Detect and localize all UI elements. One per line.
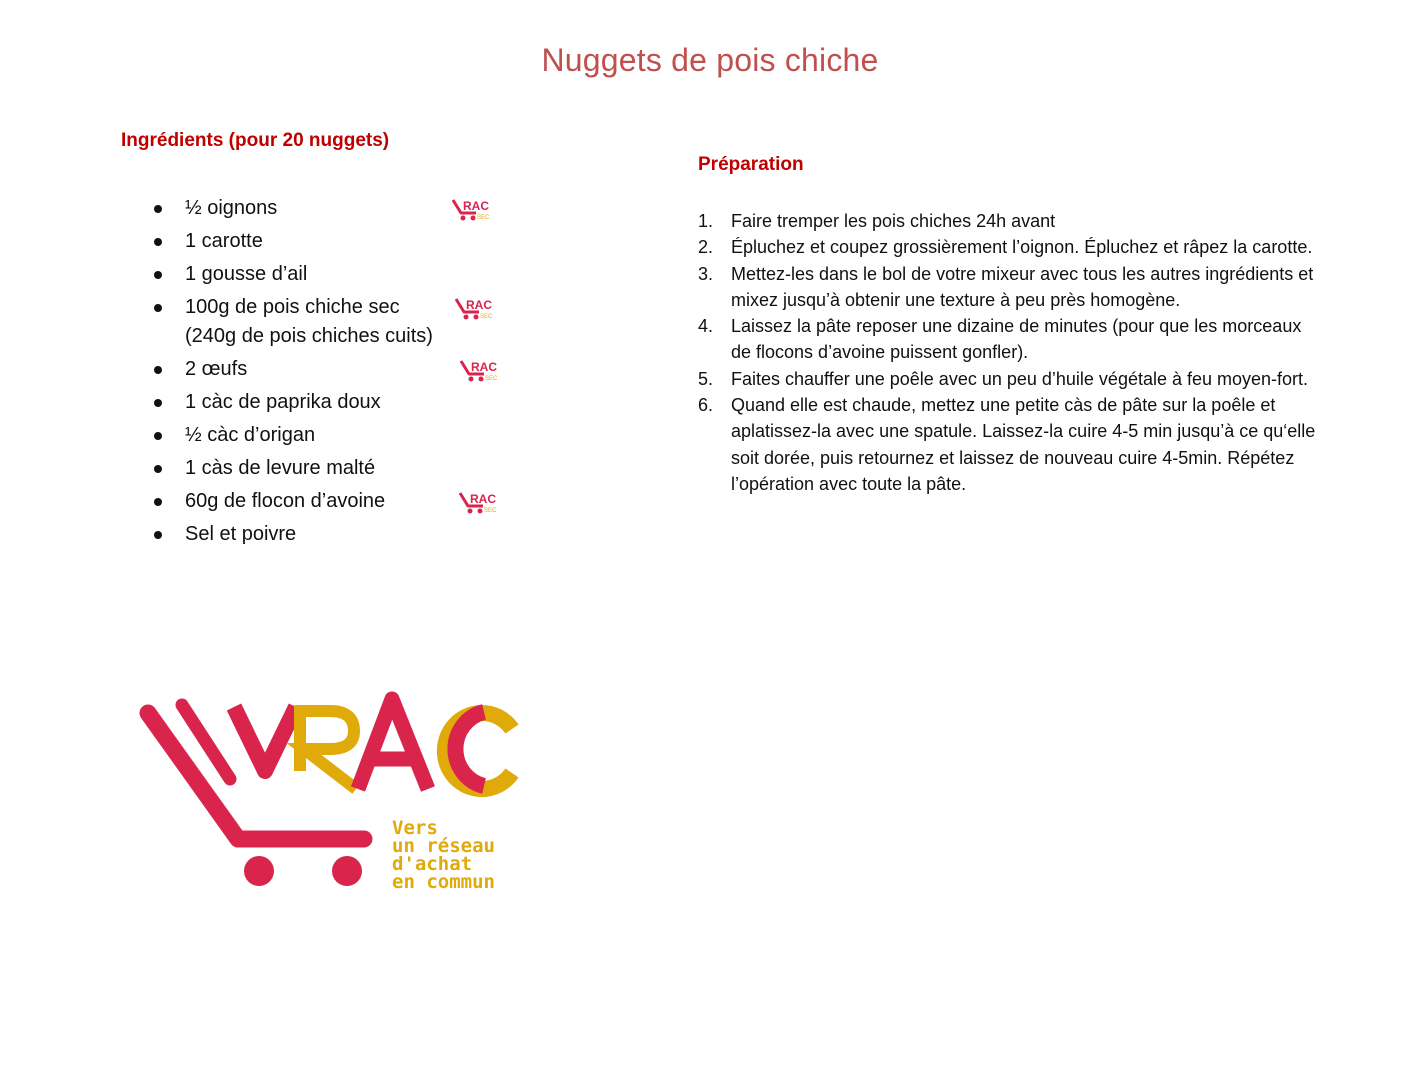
step-text: Épluchez et coupez grossièrement l’oignon. Épluchez et râpez la carotte. bbox=[731, 237, 1313, 258]
svg-text:SEC: SEC bbox=[477, 215, 490, 221]
ingredient-item bbox=[150, 520, 530, 549]
preparation-step bbox=[698, 392, 1318, 497]
ingredient-item bbox=[150, 388, 530, 417]
ingredients-heading: Ingrédients (pour 20 nuggets) bbox=[121, 130, 390, 151]
ingredient-text: 1 càs de levure malté bbox=[185, 457, 376, 479]
svg-text:SEC: SEC bbox=[480, 314, 493, 320]
preparation-step bbox=[698, 261, 1318, 314]
vrac-badge-icon bbox=[450, 196, 498, 222]
ingredient-item bbox=[150, 260, 530, 289]
page-title: Nuggets de pois chiche bbox=[541, 42, 879, 78]
preparation-heading: Préparation bbox=[698, 154, 804, 175]
svg-text:SEC: SEC bbox=[484, 508, 497, 514]
ingredients-list bbox=[150, 194, 530, 553]
svg-text:RAC: RAC bbox=[466, 298, 492, 312]
svg-text:RAC: RAC bbox=[471, 360, 497, 374]
ingredient-item bbox=[150, 421, 530, 450]
bullet-icon bbox=[154, 399, 162, 407]
step-number: 4. bbox=[698, 316, 714, 337]
step-text: Faire tremper les pois chiches 24h avant bbox=[731, 211, 1056, 231]
svg-text:RAC: RAC bbox=[463, 199, 489, 213]
ingredient-text: 100g de pois chiche sec (240g de pois chiches cuits) bbox=[185, 296, 433, 347]
ingredient-text: 1 càc de paprika doux bbox=[185, 391, 381, 413]
bullet-icon bbox=[154, 238, 162, 246]
step-text: Quand elle est chaude, mettez une petite càs de pâte sur la poêle et aplatissez-la avec une spatule. Laissez-la cuire 4-5 min jusqu’à ce qu‘elle soit dorée, puis retournez et laissez de nouveau cuire 4-5min. Répétez l’opération avec toute la pâte. bbox=[731, 395, 1316, 494]
vrac-logo bbox=[134, 685, 526, 900]
ingredient-text: ½ càc d’origan bbox=[185, 424, 316, 446]
ingredient-item bbox=[150, 227, 530, 256]
bullet-icon bbox=[154, 366, 162, 374]
bullet-icon bbox=[154, 432, 162, 440]
ingredient-item bbox=[150, 355, 530, 384]
vrac-badge-icon bbox=[457, 489, 505, 515]
bullet-icon bbox=[154, 498, 162, 506]
ingredient-text: 2 œufs bbox=[185, 358, 248, 380]
bullet-icon bbox=[154, 304, 162, 312]
step-text: Laissez la pâte reposer une dizaine de minutes (pour que les morceaux de flocons d’avoine puissent gonfler). bbox=[731, 316, 1302, 363]
bullet-icon bbox=[154, 465, 162, 473]
step-number: 3. bbox=[698, 263, 714, 284]
bullet-icon bbox=[154, 205, 162, 213]
svg-text:RAC: RAC bbox=[470, 492, 496, 506]
ingredient-text: 1 gousse d’ail bbox=[185, 263, 308, 285]
step-number: 6. bbox=[698, 395, 714, 416]
bullet-icon bbox=[154, 271, 162, 279]
ingredient-item bbox=[150, 293, 530, 351]
logo-tagline-3: d'achat bbox=[392, 853, 473, 875]
ingredient-item bbox=[150, 487, 530, 516]
bullet-icon bbox=[154, 531, 162, 539]
ingredient-text: 60g de flocon d’avoine bbox=[185, 490, 386, 512]
logo-tagline-1: Vers bbox=[392, 817, 438, 839]
vrac-badge-icon bbox=[458, 357, 506, 383]
step-number: 5. bbox=[698, 368, 714, 389]
preparation-step bbox=[698, 313, 1318, 366]
step-text: Mettez-les dans le bol de votre mixeur avec tous les autres ingrédients et mixez jusqu’à obtenir une texture à peu près homogène. bbox=[731, 263, 1314, 310]
step-number: 1. bbox=[698, 211, 714, 231]
logo-tagline-2: un réseau bbox=[392, 835, 495, 857]
ingredient-item bbox=[150, 194, 530, 223]
step-number: 2. bbox=[698, 237, 714, 258]
preparation-step bbox=[698, 208, 1318, 234]
vrac-badge-icon bbox=[453, 295, 501, 321]
preparation-step bbox=[698, 366, 1318, 392]
step-text: Faites chauffer une poêle avec un peu d’huile végétale à feu moyen-fort. bbox=[731, 368, 1309, 389]
ingredient-text: 1 carotte bbox=[185, 230, 263, 252]
logo-tagline-4: en commun bbox=[392, 871, 495, 893]
svg-text:SEC: SEC bbox=[485, 376, 498, 382]
ingredient-text: Sel et poivre bbox=[185, 523, 297, 545]
ingredient-text: ½ oignons bbox=[185, 197, 278, 219]
preparation-steps bbox=[698, 208, 1318, 497]
preparation-step bbox=[698, 234, 1318, 260]
ingredient-item bbox=[150, 454, 530, 483]
